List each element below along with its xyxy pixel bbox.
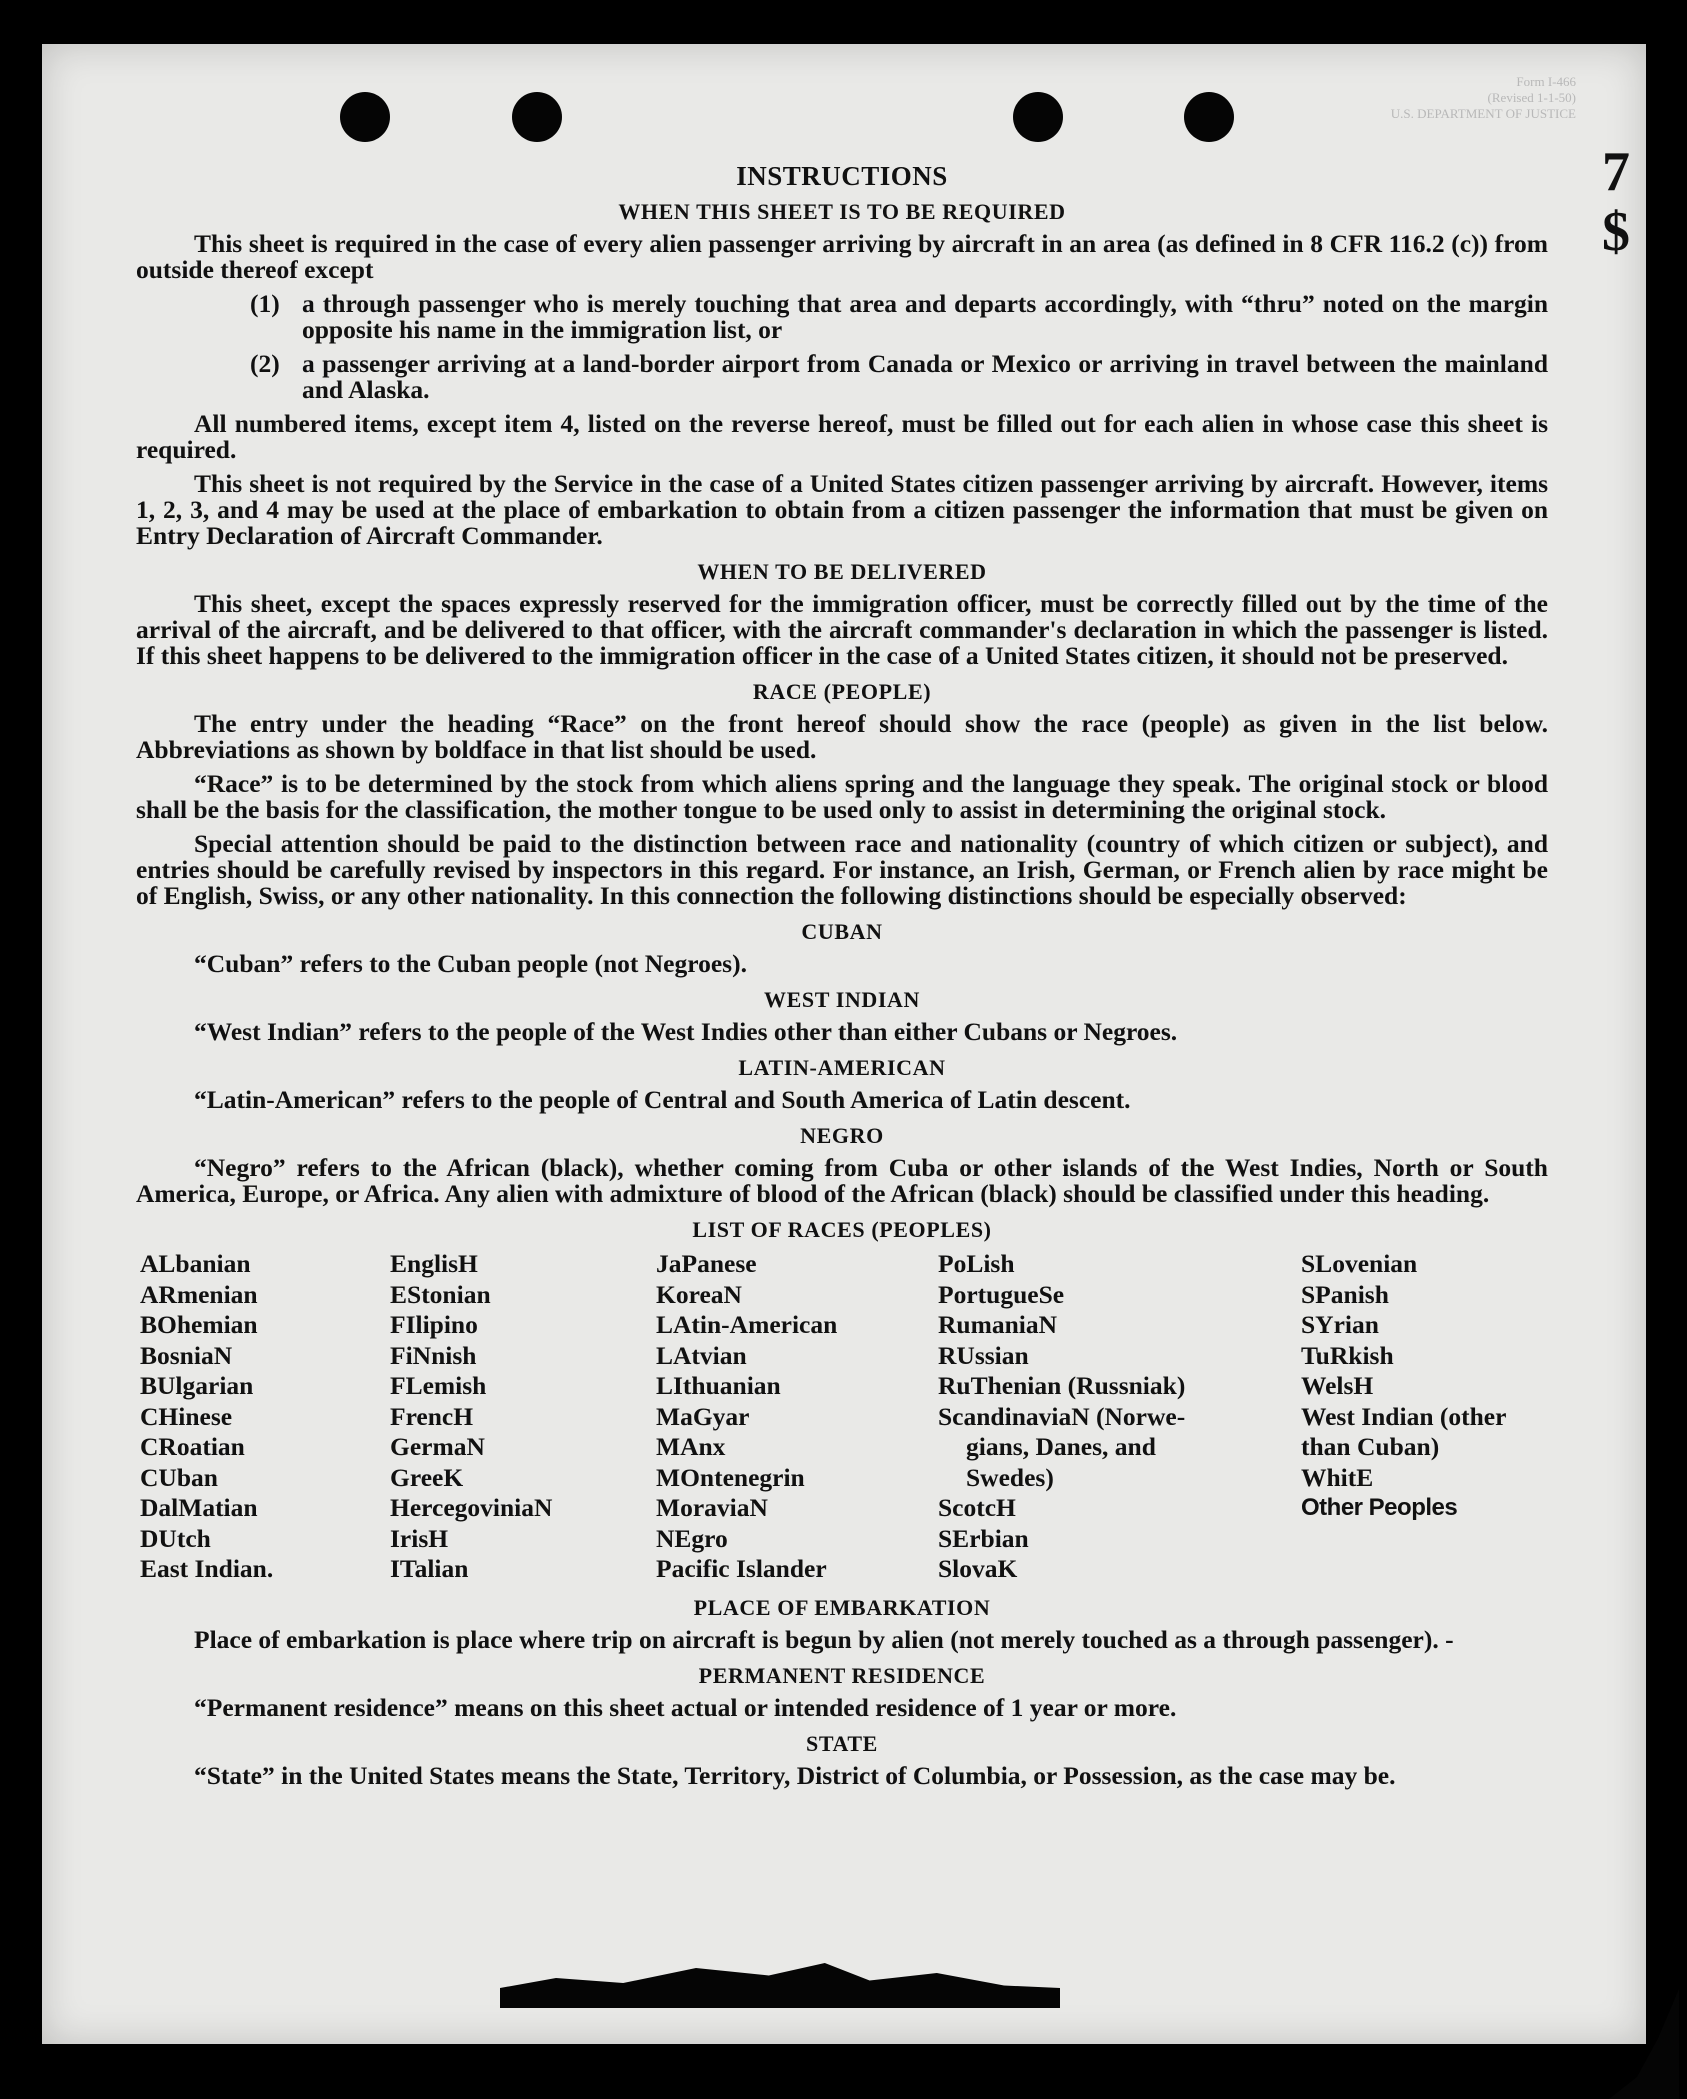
race-item: PortugueSe — [938, 1279, 1065, 1309]
race-item: BUlgarian — [140, 1371, 254, 1400]
race-item: ScotcH — [938, 1493, 1016, 1522]
race-item: East Indian. — [140, 1554, 274, 1583]
race-item: GreeK — [390, 1462, 464, 1492]
race-item: LAtvian — [656, 1340, 747, 1370]
race-item: ARmenian — [140, 1279, 258, 1309]
race-item: RUssian — [938, 1340, 1029, 1370]
race-item: BosniaN — [140, 1340, 233, 1370]
race-item: WelsH — [1301, 1371, 1374, 1400]
race-item: SLovenian — [1301, 1249, 1418, 1278]
race-item: JaPanese — [656, 1249, 757, 1278]
race-item: RuThenian (Russniak) — [938, 1371, 1186, 1400]
race-item: Other Peoples — [1301, 1494, 1458, 1521]
race-item: FIlipino — [390, 1310, 478, 1339]
race-item: LAtin-American — [656, 1310, 838, 1339]
section-heading-when-required: WHEN THIS SHEET IS TO BE REQUIRED — [618, 199, 1066, 224]
race-item: ScandinaviaN (Norwe- — [938, 1401, 1186, 1431]
race-item: FiNnish — [390, 1340, 477, 1370]
race-item: MoraviaN — [656, 1493, 768, 1522]
section-heading-latin-american: LATIN-AMERICAN — [738, 1055, 946, 1080]
race-item: West Indian (other — [1301, 1401, 1507, 1431]
paragraph: “Latin-American” refers to the people of Central and South America of Latin descent. — [194, 1085, 1131, 1114]
page-title: INSTRUCTIONS — [736, 161, 948, 191]
section-heading-race: RACE (PEOPLE) — [752, 679, 932, 704]
paragraph: This sheet, except the spaces expressly reserved for the immigration officer, must be correctly filled out by the time of the arrival of the aircraft, and be delivered to that officer, with the aircraft commander's declaration in which the passenger is listed. If this sheet happens to be delivered to the immigration officer in the case of a United States citizen, it should not be preserved. — [136, 589, 1548, 670]
race-item: than Cuban) — [1301, 1432, 1440, 1461]
paragraph: “Negro” refers to the African (black), whether coming from Cuba or other islands of the West Indies, North or South America, Europe, or Africa. Any alien with admixture of blood of the African (black) should be classified under this heading. — [136, 1153, 1548, 1208]
race-column — [140, 1249, 390, 1585]
race-item: CUban — [140, 1462, 218, 1492]
race-item: FrencH — [390, 1401, 474, 1431]
race-item: EStonian — [390, 1279, 491, 1309]
race-item: MaGyar — [656, 1401, 750, 1431]
paragraph: This sheet is not required by the Service in the case of a United States citizen passenger arriving by aircraft. However, items 1, 2, 3, and 4 may be used at the place of embarkation to obtain from a citizen passenger the information that must be given on Entry Declaration of Aircraft Commander. — [136, 469, 1548, 550]
paragraph: Special attention should be paid to the distinction between race and nationality (country of which citizen or subject), and entries should be carefully revised by inspectors in this regard. For instance, an Irish, German, or French alien by race might be of English, Swiss, or any other nationality. In this connection the following distinctions should be especially observed: — [136, 829, 1548, 910]
race-item: FLemish — [390, 1371, 487, 1400]
race-column — [656, 1249, 938, 1585]
paragraph: Place of embarkation is place where trip on aircraft is begun by alien (not merely touched as a through passenger). - — [194, 1624, 1454, 1654]
race-item: KoreaN — [656, 1279, 742, 1309]
race-item: BOhemian — [140, 1310, 258, 1339]
paragraph: The entry under the heading “Race” on the front hereof should show the race (people) as given in the list below. Abbreviations as shown by boldface in that list should be used. — [136, 709, 1548, 764]
race-column — [1301, 1249, 1551, 1585]
section-heading-state: STATE — [806, 1730, 878, 1756]
race-item: TuRkish — [1301, 1340, 1394, 1370]
race-item: SlovaK — [938, 1554, 1018, 1583]
document-sheet — [42, 44, 1646, 2044]
paragraph: All numbered items, except item 4, listed on the reverse hereof, must be filled out for each alien in whose case this sheet is required. — [136, 409, 1548, 464]
race-item: DalMatian — [140, 1493, 258, 1522]
race-item: MAnx — [656, 1432, 726, 1461]
race-item: Pacific Islander — [656, 1554, 827, 1583]
paragraph: This sheet is required in the case of every alien passenger arriving by aircraft in an area (as defined in 8 CFR 116.2 (c)) from outside thereof except — [136, 229, 1548, 284]
paragraph: “West Indian” refers to the people of the West Indies other than either Cubans or Negroes. — [194, 1017, 1178, 1046]
race-item: RumaniaN — [938, 1310, 1058, 1339]
section-heading-list-of-races: LIST OF RACES (PEOPLES) — [692, 1217, 992, 1242]
race-item: LIthuanian — [656, 1371, 781, 1400]
instructions-content — [136, 119, 1548, 1797]
margin-handwritten-marks: 7 $ — [1602, 141, 1630, 263]
race-item: NEgro — [656, 1523, 728, 1553]
race-column — [390, 1249, 656, 1585]
section-heading-permanent-residence: PERMANENT RESIDENCE — [698, 1662, 986, 1688]
numbered-item: (1) a through passenger who is merely touching that area and departs accordingly, with “thru” noted on the margin opposite his name in the immigration list, or — [250, 289, 1548, 344]
paragraph: “Cuban” refers to the Cuban people (not Negroes). — [194, 949, 747, 978]
race-item: DUtch — [140, 1523, 211, 1553]
race-item: EnglisH — [390, 1249, 478, 1278]
race-list — [140, 1249, 1548, 1585]
race-item: HercegoviniaN — [390, 1493, 553, 1522]
race-item: GermaN — [390, 1432, 485, 1461]
section-heading-west-indian: WEST INDIAN — [764, 987, 920, 1012]
section-heading-embarkation: PLACE OF EMBARKATION — [693, 1594, 991, 1620]
section-heading-cuban: CUBAN — [801, 919, 883, 944]
paragraph: “State” in the United States means the State, Territory, District of Columbia, or Possession, as the case may be. — [194, 1760, 1396, 1790]
race-item: WhitE — [1301, 1462, 1374, 1492]
race-item: CRoatian — [140, 1432, 245, 1461]
race-item: SPanish — [1301, 1279, 1389, 1309]
race-item: CHinese — [140, 1401, 233, 1431]
paragraph: “Permanent residence” means on this sheet actual or intended residence of 1 year or more. — [194, 1692, 1177, 1722]
section-heading-negro: NEGRO — [800, 1123, 884, 1148]
race-item: IrisH — [390, 1523, 449, 1553]
race-item: ALbanian — [140, 1249, 251, 1278]
race-item: SYrian — [1301, 1310, 1379, 1339]
race-item: PoLish — [938, 1249, 1015, 1278]
race-item-continuation: gians, Danes, and — [966, 1432, 1156, 1461]
faint-form-id: Form I-466 (Revised 1-1-50) U.S. DEPARTMENT OF JUSTICE — [1390, 74, 1576, 121]
race-item: MOntenegrin — [656, 1462, 805, 1492]
race-column — [938, 1249, 1301, 1585]
paragraph: “Race” is to be determined by the stock from which aliens spring and the language they speak. The original stock or blood shall be the basis for the classification, the mother tongue to be used only to assist in determining the original stock. — [136, 769, 1548, 824]
race-item-continuation: Swedes) — [966, 1462, 1054, 1492]
race-item: ITalian — [390, 1554, 469, 1583]
numbered-item: (2) a passenger arriving at a land-border airport from Canada or Mexico or arriving in travel between the mainland and Alaska. — [250, 349, 1548, 404]
race-item: SErbian — [938, 1523, 1029, 1553]
section-heading-when-delivered: WHEN TO BE DELIVERED — [697, 559, 987, 584]
